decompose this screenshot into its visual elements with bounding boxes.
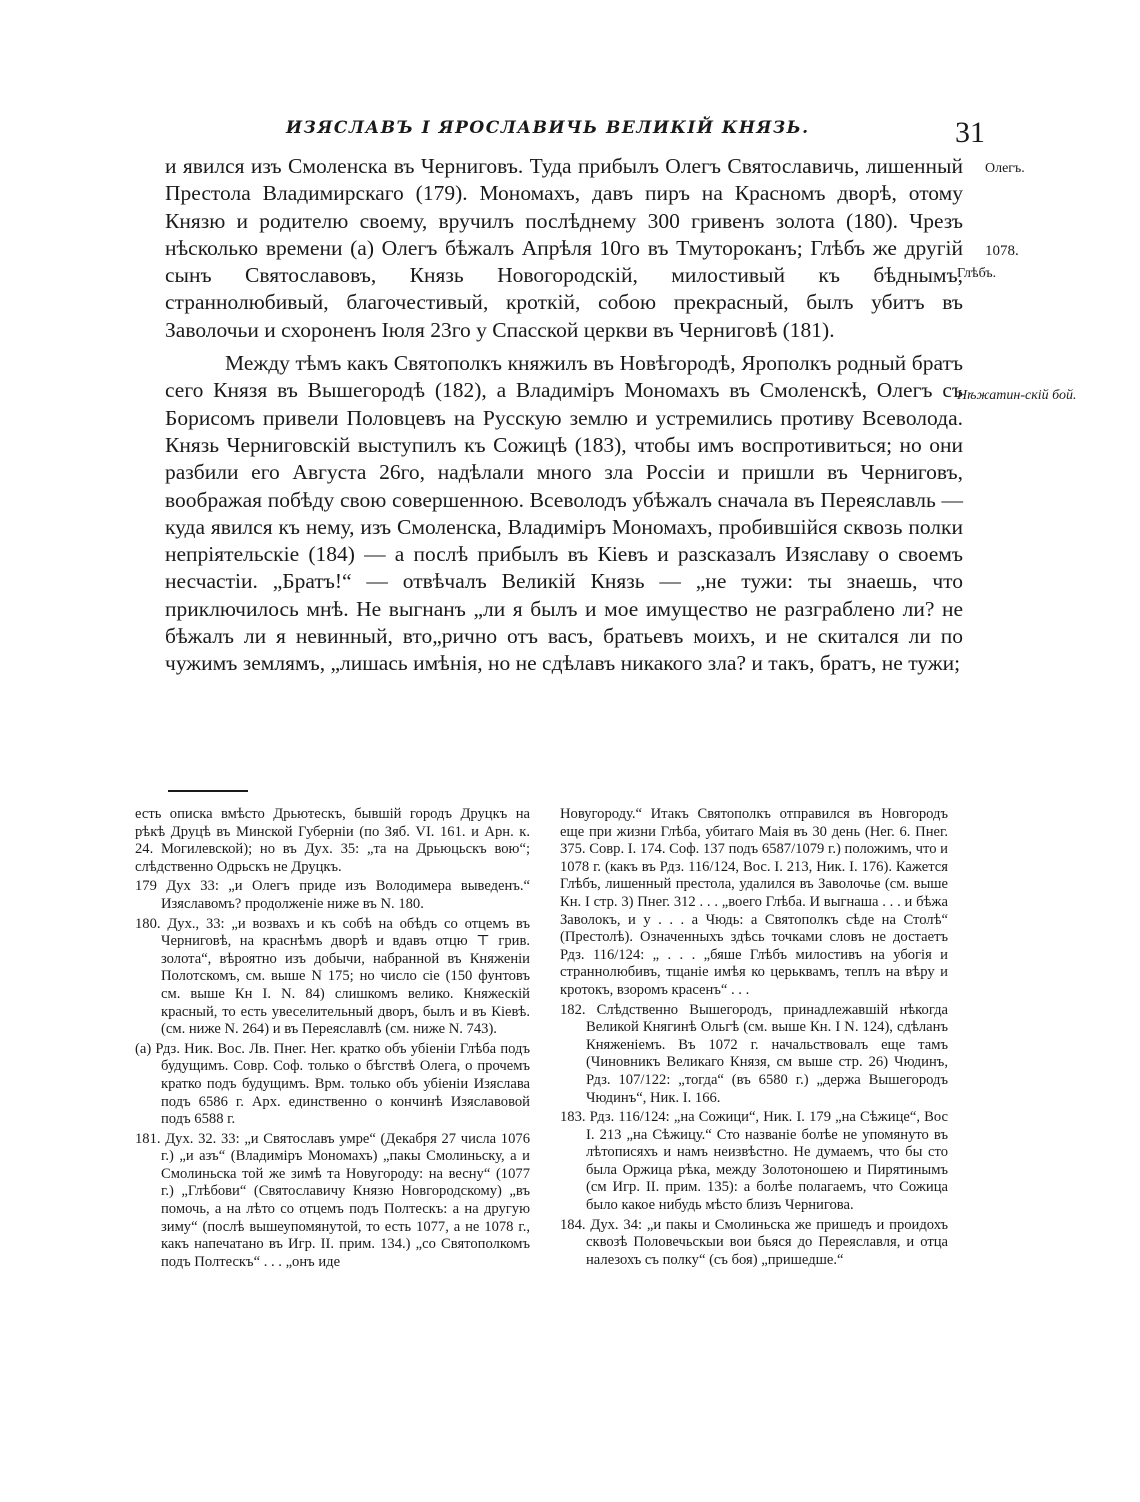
footnote: (а) Рдз. Ник. Вос. Лв. Пнег. Нег. кратко объ убiенiи Глѣба подъ будущимъ. Совр. Соф. только о бѣгствѣ Олега, о прочемъ кратко подъ будущимъ. Врм. только объ убiенiи Изяслава подъ 6586 г. Арх. единственно о кончинѣ Изяславовой подъ 6588 г.	[135, 1040, 530, 1128]
footnotes-left-column	[135, 806, 530, 1273]
footnote-separator	[168, 790, 248, 792]
running-title: ИЗЯСЛАВЪ I ЯРОСЛАВИЧЬ ВЕЛИКIЙ КНЯЗЬ.	[286, 118, 810, 138]
footnote: есть описка вмѣсто Дрьютескъ, бывшiй городъ Друцкъ на рѣкѣ Друцѣ въ Минской Губернiи (по Зяб. VI. 161. и Арн. к. 24. Могилевской); но въ Дух. 35: „та на Дрьюцьскъ вою“; слѣдственно Одрьскъ не Друцкъ.	[135, 806, 530, 875]
margin-note-battle: Нѣжатин-скiй бой.	[957, 388, 1077, 403]
footnotes-right-column	[560, 806, 948, 1271]
margin-note-year: 1078.	[985, 243, 1019, 259]
main-text	[165, 153, 963, 678]
footnote: 183. Рдз. 116/124: „на Сожици“, Ник. I. 179 „на Сѣжице“, Вос I. 213 „на Сѣжицу.“ Сто названiе болѣе не упомянуто въ лѣтописяхъ и намъ неизвѣстно. Не думаемъ, что бы сто была Оржица рѣка, между Золотоношею и Пирятинымъ (см Игр. II. прим. 135): а болѣе полагаемъ, что Сожица было какое нибудь мѣсто близъ Чернигова.	[560, 1109, 948, 1214]
paragraph: Между тѣмъ какъ Святополкъ княжилъ въ Новѣгородѣ, Ярополкъ родный братъ сего Князя въ Вышегородѣ (182), а Владимiръ Мономахъ въ Смоленскѣ, Олегъ съ Борисомъ привели Половцевъ на Русскую землю и устремились противу Всеволода. Князь Черниговскiй выступилъ къ Сожицѣ (183), чтобы имъ воспротивиться; но они разбили его Августа 26го, надѣлали много зла Россiи и пришли въ Черниговъ, воображая побѣду свою совершенною. Всеволодъ убѣжалъ сначала въ Переяславль — куда явился къ нему, изъ Смоленска, Владимiръ Мономахъ, пробившiйся сквозь полки непрiятельскiе (184) — а послѣ прибылъ въ Кiевъ и разсказалъ Изяславу о своемъ несчастiи. „Братъ!“ — отвѣчалъ Великiй Князь — „не тужи: ты знаешь, что приключилось мнѣ. Не выгнанъ „ли я былъ и мое имущество не разграблено ли? не бѣжалъ ли я невинный, вто„рично отъ васъ, братьевъ моихъ, и не скитался ли по чужимъ землямъ, „лишась имѣнiя, но не сдѣлавъ никакого зла? и такъ, братъ, не тужи;	[165, 351, 963, 676]
footnote: 181. Дух. 32. 33: „и Святославъ умре“ (Декабря 27 числа 1076 г.) „и азъ“ (Владимiръ Мономахъ) „пакы Смолиньску, а и Смолиньска той же зимѣ та Новугороду: на весну“ (1077 г.) „Глѣбови“ (Святославичу Князю Новгородскому) „въ помочь, а на лѣто со отцемъ подъ Полтескъ: а на другую зиму“ (послѣ вышеупомянутой, то есть 1077, а не 1078 г., какъ напечатано въ Игр. II. прим. 134.) „со Святополкомъ подъ Полтескъ“ . . . „онъ иде	[135, 1130, 530, 1270]
margin-note-gleb: Глѣбъ.	[957, 266, 997, 281]
footnote: Новугороду.“ Итакъ Святополкъ отправился въ Новгородъ еще при жизни Глѣба, убитаго Маiя въ 30 день (Нег. 6. Пнег. 375. Совр. I. 174. Соф. 137 подъ 6587/1079 г.) положимъ, что и 1078 г. (какъ въ Рдз. 116/124, Вос. I. 213, Ник. I. 176). Кажется Глѣбъ, лишенный престола, удалился въ Заволочье (см. выше Кн. I стр. 3) Пнег. 312 . . . „воего Глѣба. И выгнаша . . . и бѣжа Заволокъ, и у . . . а Чюдь: а Святополкъ сѣде на Столѣ“ (Престолѣ). Означенныхъ здѣсь точками словъ не достаетъ Рдз. 116/124: „ . . . „бяше Глѣбъ милостивъ на убогiя и страннолюбивъ, тщанiе имѣя ко церьквамъ, теплъ на вѣру и кротокъ, взоромъ красенъ“ . . .	[560, 806, 948, 998]
paragraph: и явился изъ Смоленска въ Черниговъ. Туда прибылъ Олегъ Святославичь, лишенный Престола Владимирскаго (179). Мономахъ, давъ пиръ на Красномъ дворѣ, отому Князю и родителю своему, вручилъ послѣднему 300 гривенъ золота (180). Чрезъ нѣсколько времени (а) Олегъ бѣжалъ Апрѣля 10го въ Тмутороканъ; Глѣбъ же другiй сынъ Святославовъ, Князь Новогородскiй, милостивый къ бѣднымъ, страннолюбивый, благочестивый, кроткiй, собою прекрасный, былъ убитъ въ Заволочьи и схороненъ Iюля 23го у Спасской церкви въ Черниговѣ (181).	[165, 154, 963, 342]
footnote: 182. Слѣдственно Вышегородъ, принадлежавшiй нѣкогда Великой Княгинѣ Ольгѣ (см. выше Кн. I N. 124), сдѣланъ Княженiемъ. Въ 1072 г. начальствовалъ еще тамъ (Чиновникъ Великаго Князя, см выше стр. 26) Чюдинъ, Рдз. 107/122: „тогда“ (въ 6580 г.) „держа Вышегородъ Чюдинъ“, Ник. I. 166.	[560, 1001, 948, 1106]
margin-note-oleg: Олегъ.	[985, 161, 1025, 176]
footnote: 179 Дух 33: „и Олегъ приде изъ Володимера выведенъ.“ Изяславомъ? продолженiе ниже въ N. 180.	[135, 878, 530, 912]
footnote: 180. Дух., 33: „и возвахъ и къ собѣ на обѣдъ со отцемъ въ Черниговѣ, на краснѣмъ дворѣ и вдавъ отцю ⊤ грив. золота“, вѣроятно изъ добычи, набранной въ Княженiи Полотскомъ, см. выше N 175; но число сiе (150 фунтовъ см. выше Кн I. N. 84) слишкомъ велико. Княжескiй красный, то есть увеселительный дворъ, былъ и въ Кiевѣ. (см. ниже N. 264) и въ Переяславлѣ (см. ниже N. 743).	[135, 915, 530, 1038]
page-number: 31	[955, 116, 985, 149]
footnote: 184. Дух. 34: „и пакы и Смолиньска же пришедъ и проидохъ сквозѣ Половечьскыи вои бьяся до Переяславля, и отца налезохъ съ полку“ (съ боя) „пришедше.“	[560, 1216, 948, 1268]
